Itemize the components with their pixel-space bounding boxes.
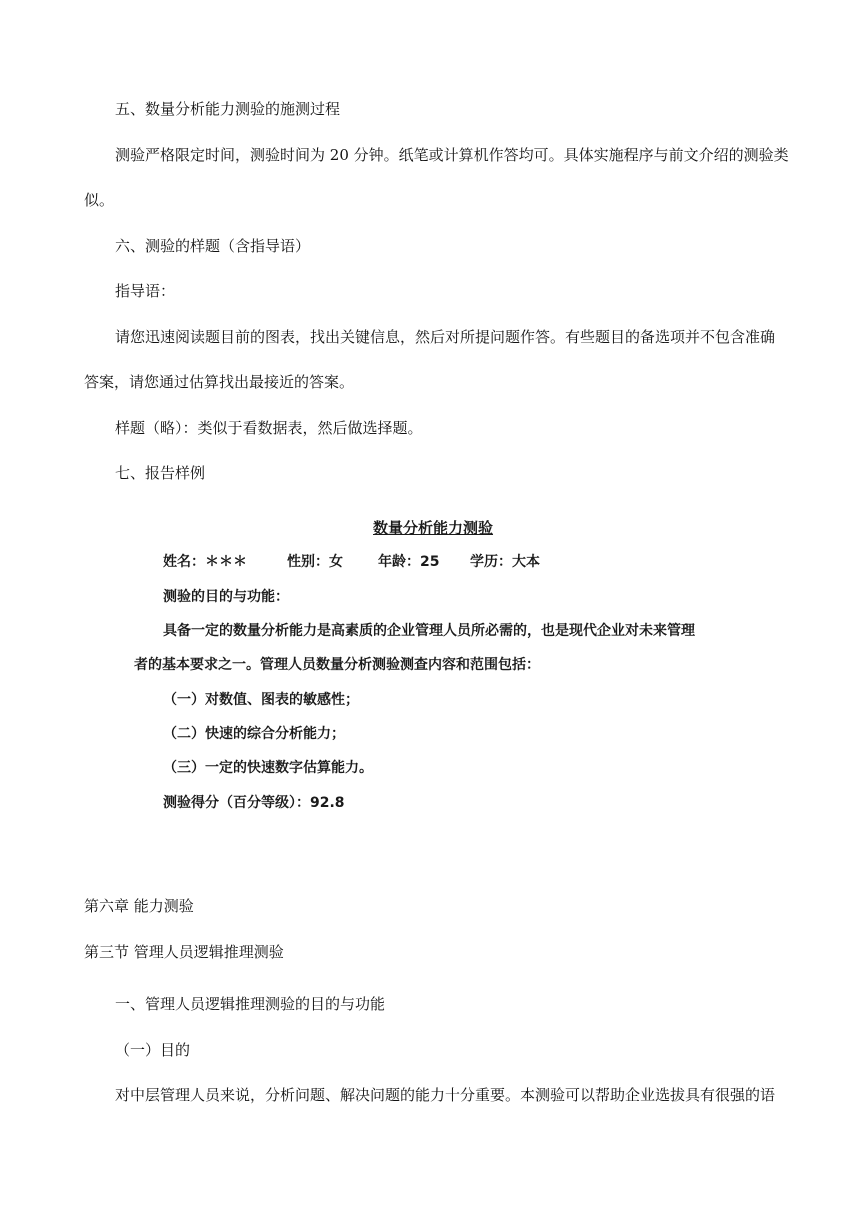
sample-question-note: 样题（略）：类似于看数据表，然后做选择题。 (115, 419, 423, 437)
report-title: 数量分析能力测验 (373, 519, 494, 537)
section-5-paragraph-line-2: 似。 (84, 191, 115, 209)
section-6-heading: 六、测验的样题（含指导语） (115, 237, 311, 255)
report-age: 年龄：25 (378, 554, 440, 570)
guide-paragraph-line-1: 请您迅速阅读题目前的图表，找出关键信息，然后对所提问题作答。有些题目的备选项并不包含准确 (115, 328, 776, 346)
chapter-title: 第六章 能力测验 (84, 897, 194, 915)
report-education: 学历：大本 (470, 554, 540, 570)
report-purpose-line-1: 具备一定的数量分析能力是高素质的企业管理人员所必需的，也是现代企业对未来管理 (163, 623, 695, 639)
section-title: 第三节 管理人员逻辑推理测验 (84, 943, 284, 961)
report-item-1: （一）对数值、图表的敏感性； (163, 692, 359, 708)
guide-label: 指导语： (115, 282, 176, 300)
section-5-heading: 五、数量分析能力测验的施测过程 (115, 100, 341, 118)
report-item-3: （三）一定的快速数字估算能力。 (163, 760, 373, 776)
report-purpose-line-2: 者的基本要求之一。管理人员数量分析测验测查内容和范围包括： (134, 657, 540, 673)
report-item-2: （二）快速的综合分析能力； (163, 726, 345, 742)
guide-paragraph-line-2: 答案，请您通过估算找出最接近的答案。 (84, 373, 355, 391)
subsection-1-heading: 一、管理人员逻辑推理测验的目的与功能 (115, 995, 386, 1013)
report-score: 测验得分（百分等级）：92.8 (163, 795, 345, 811)
report-gender: 性别：女 (287, 554, 343, 570)
subsection-1-sub-heading: （一）目的 (115, 1041, 191, 1059)
report-name: 姓名：＊＊＊ (163, 554, 247, 570)
report-purpose-label: 测验的目的与功能： (163, 589, 289, 605)
subsection-1-paragraph: 对中层管理人员来说，分析问题、解决问题的能力十分重要。本测验可以帮助企业选拔具有很强的语 (115, 1086, 776, 1104)
section-7-heading: 七、报告样例 (115, 464, 206, 482)
section-5-paragraph-line-1: 测验严格限定时间，测验时间为 20 分钟。纸笔或计算机作答均可。具体实施程序与前文介绍的测验类 (115, 146, 789, 164)
